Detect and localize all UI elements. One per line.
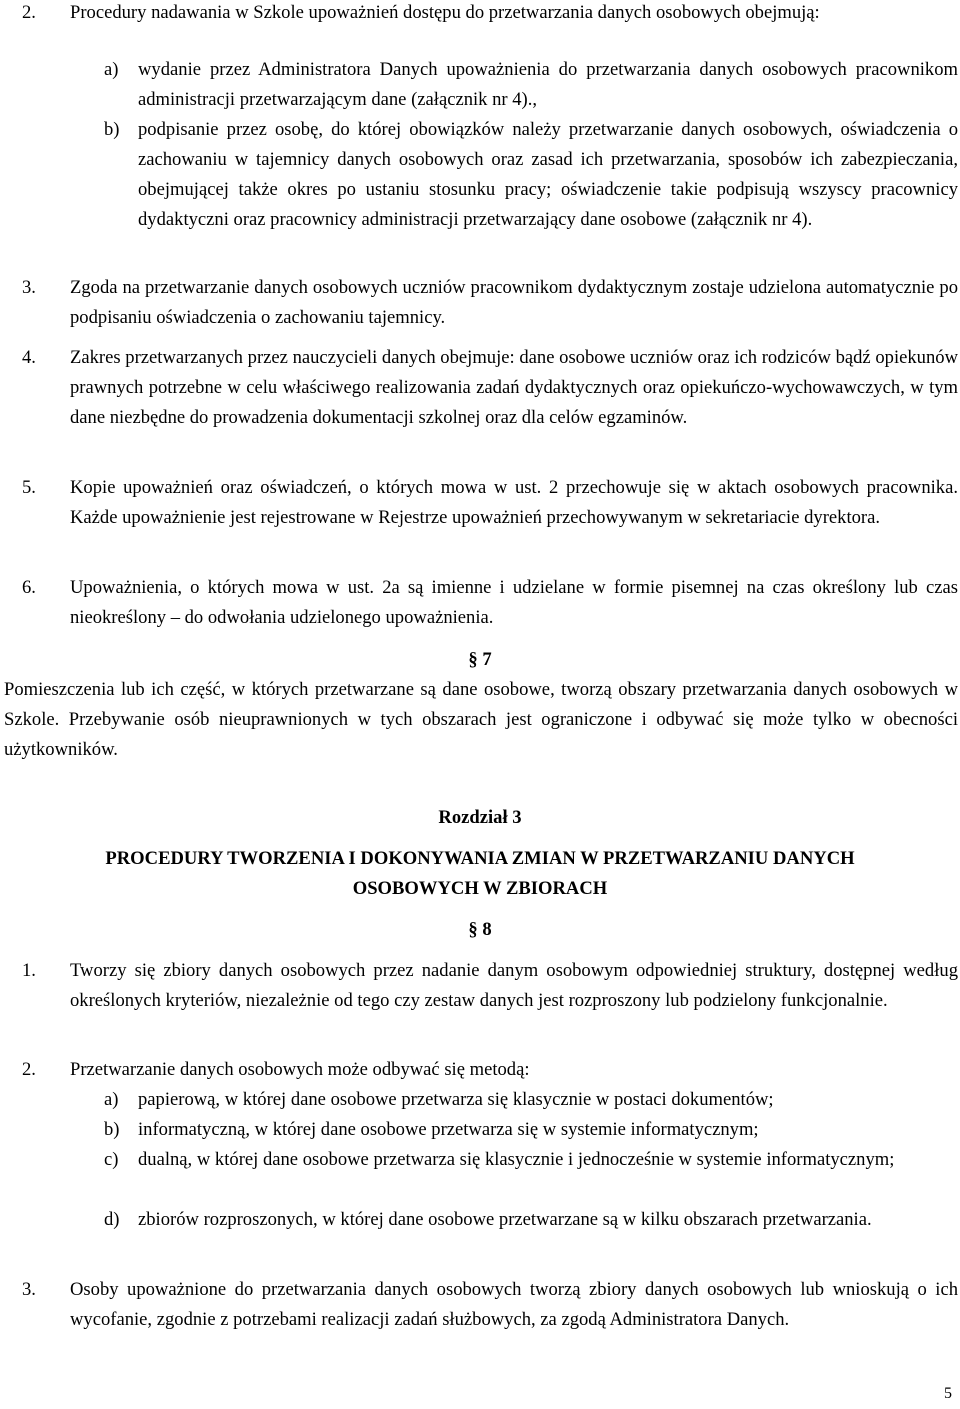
item-text: Upoważnienia, o których mowa w ust. 2a są imienne i udzielane w formie pisemnej na czas określony lub czas nieokreślony – do odwołania udzielonego upoważnienia. xyxy=(70,577,958,628)
item-number: 3. xyxy=(22,1279,36,1300)
item-text: Przetwarzanie danych osobowych może odbywać się metodą: xyxy=(70,1059,530,1080)
page-number: 5 xyxy=(944,1385,952,1402)
sub-item-text: podpisanie przez osobę, do której obowiązków należy przetwarzanie danych osobowych, oświadczenia o zachowaniu w tajemnicy danych osobowych oraz zasad ich przetwarzania, sposobów ich zabezpieczania, obejmującej także okres po ustaniu stosunku pracy; oświadczenie takie podpisują wszyscy pracownicy dydaktyczni oraz pracownicy administracji przetwarzający dane osobowe (załącznik nr 4). xyxy=(138,119,958,230)
sub-item-letter: b) xyxy=(104,119,120,140)
section-mark-7: § 7 xyxy=(468,649,492,670)
sub-item-text: wydanie przez Administratora Danych upoważnienia do przetwarzania danych osobowych pracownikom administracji przetwarzającym dane (załącznik nr 4)., xyxy=(138,59,958,110)
sub-item-letter: a) xyxy=(104,1089,119,1110)
item-number: 3. xyxy=(22,277,36,298)
chapter-heading-line-1: PROCEDURY TWORZENIA I DOKONYWANIA ZMIAN W PRZETWARZANIU DANYCH xyxy=(105,848,855,869)
sub-item-text: informatyczną, w której dane osobowe przetwarza się w systemie informatycznym; xyxy=(138,1119,759,1140)
item-number: 6. xyxy=(22,577,36,598)
section-mark-8: § 8 xyxy=(468,919,492,940)
sub-item-letter: b) xyxy=(104,1119,120,1140)
item-number: 1. xyxy=(22,960,36,981)
item-number: 2. xyxy=(22,2,36,23)
chapter-title: Rozdział 3 xyxy=(438,807,522,828)
item-text: Osoby upoważnione do przetwarzania danych osobowych tworzą zbiory danych osobowych lub wnioskują o ich wycofanie, zgodnie z potrzebami realizacji zadań służbowych, za zgodą Administratora Danych. xyxy=(70,1279,958,1330)
sub-item-text: dualną, w której dane osobowe przetwarza się klasycznie i jednocześnie w systemie informatycznym; xyxy=(138,1149,895,1170)
chapter-heading-line-2: OSOBOWYCH W ZBIORACH xyxy=(352,878,608,899)
sub-item-text: zbiorów rozproszonych, w której dane osobowe przetwarzane są w kilku obszarach przetwarzania. xyxy=(138,1209,872,1230)
item-text: Tworzy się zbiory danych osobowych przez nadanie danym osobowym odpowiedniej struktury, dostępnej według określonych kryteriów, niezależnie od tego czy zestaw danych jest rozproszony lub podzielony funkcjonalnie. xyxy=(70,960,958,1011)
sub-item-letter: a) xyxy=(104,59,119,80)
item-text: Zgoda na przetwarzanie danych osobowych uczniów pracownikom dydaktycznym zostaje udzielona automatycznie po podpisaniu oświadczenia o zachowaniu tajemnicy. xyxy=(70,277,958,328)
sub-item-text: papierową, w której dane osobowe przetwarza się klasycznie w postaci dokumentów; xyxy=(138,1089,774,1110)
item-number: 5. xyxy=(22,477,36,498)
item-number: 4. xyxy=(22,347,36,368)
sub-item-letter: c) xyxy=(104,1149,119,1170)
item-text: Zakres przetwarzanych przez nauczycieli danych obejmuje: dane osobowe uczniów oraz ich rodziców bądź opiekunów prawnych potrzebne w celu właściwego realizowania zadań dydaktycznych oraz opiekuńczo-wychowawczych, w tym dane niezbędne do prowadzenia dokumentacji szkolnej oraz dla celów egzaminów. xyxy=(70,347,958,428)
item-text: Procedury nadawania w Szkole upoważnień dostępu do przetwarzania danych osobowych obejmują: xyxy=(70,2,820,23)
sub-item-letter: d) xyxy=(104,1209,120,1230)
item-number: 2. xyxy=(22,1059,36,1080)
item-text: Kopie upoważnień oraz oświadczeń, o których mowa w ust. 2 przechowuje się w aktach osobowych pracownika. Każde upoważnienie jest rejestrowane w Rejestrze upoważnień przechowywanym w sekretariacie dyrektora. xyxy=(70,477,958,528)
section-7-paragraph: Pomieszczenia lub ich część, w których przetwarzane są dane osobowe, tworzą obszary przetwarzania danych osobowych w Szkole. Przebywanie osób nieuprawnionych w tych obszarach jest ograniczone i odbywać się może tylko w obecności użytkowników. xyxy=(4,679,958,760)
